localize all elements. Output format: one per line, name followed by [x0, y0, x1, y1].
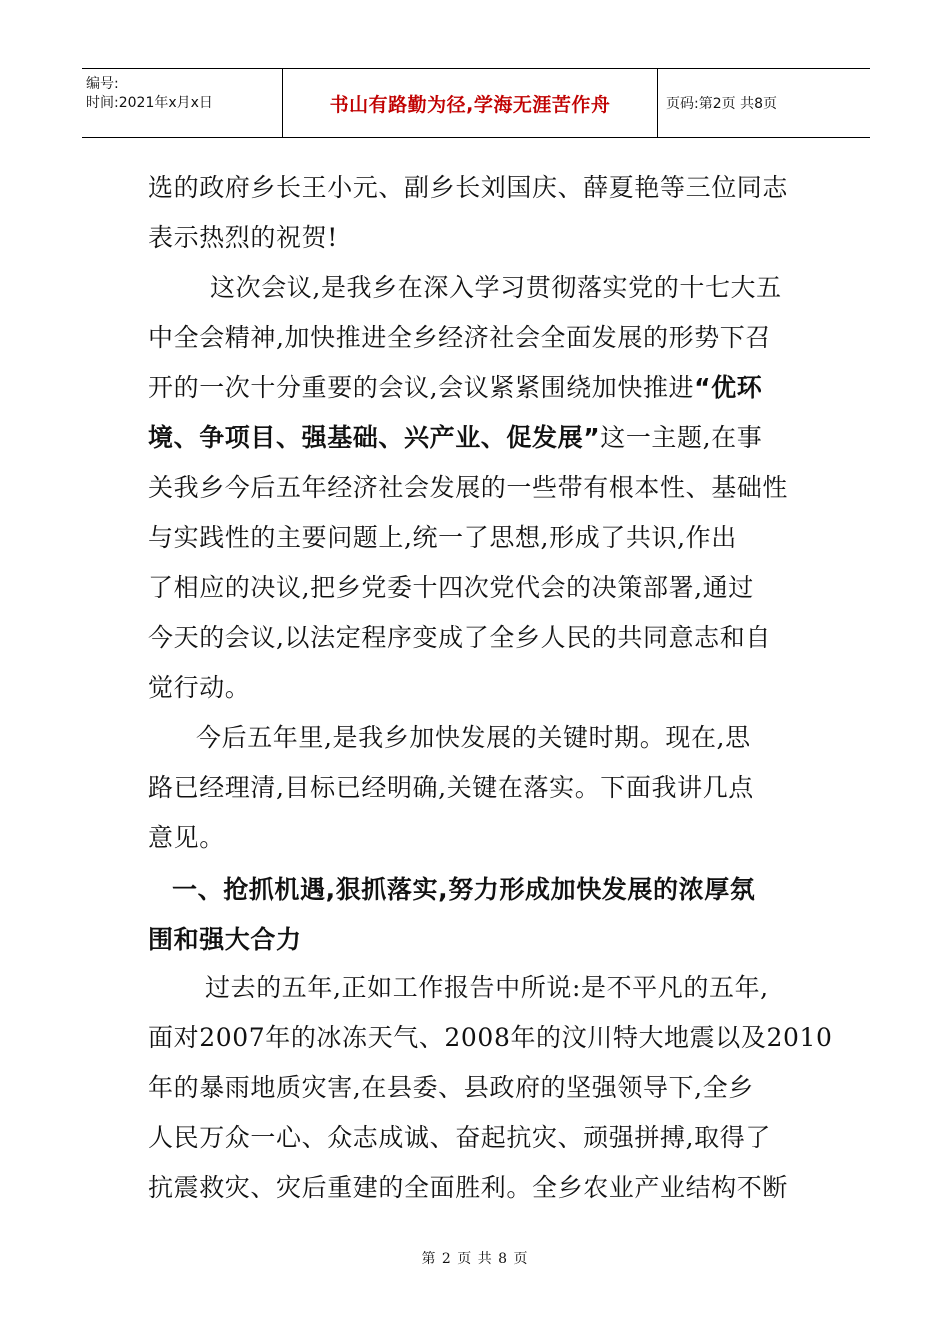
text-line	[148, 423, 762, 453]
text-line: 今后五年里,是我乡加快发展的关键时期。现在,思	[196, 723, 751, 752]
text-line: 年的暴雨地质灾害,在县委、县政府的坚强领导下,全乡	[148, 1073, 754, 1102]
page-header	[82, 68, 870, 138]
section-heading: 围和强大合力	[148, 925, 302, 954]
text-line: 与实践性的主要问题上,统一了思想,形成了共识,作出	[148, 523, 737, 552]
text-line: 选的政府乡长王小元、副乡长刘国庆、薛夏艳等三位同志	[148, 173, 789, 202]
document-number-label: 编号:	[86, 76, 119, 92]
page-footer: 第 2 页 共 8 页	[421, 1251, 529, 1267]
section-heading: 一、抢抓机遇,狠抓落实,努力形成加快发展的浓厚氛	[172, 875, 756, 904]
text-span: 开的一次十分重要的会议,会议紧紧围绕加快推进	[148, 373, 695, 402]
text-line: 过去的五年,正如工作报告中所说:是不平凡的五年,	[205, 973, 769, 1002]
text-line: 中全会精神,加快推进全乡经济社会全面发展的形势下召	[148, 323, 771, 352]
text-line: 今天的会议,以法定程序变成了全乡人民的共同意志和自	[148, 623, 771, 652]
document-time-label: 时间:2021年x月x日	[86, 95, 213, 111]
text-line	[148, 373, 762, 403]
text-line: 抗震救灾、灾后重建的全面胜利。全乡农业产业结构不断	[148, 1173, 789, 1202]
text-line: 人民万众一心、众志成诚、奋起抗灾、顽强拼搏,取得了	[148, 1123, 771, 1152]
text-line: 这次会议,是我乡在深入学习贯彻落实党的十七大五	[210, 273, 782, 302]
text-span: 这一主题,在事	[600, 423, 763, 452]
emphasis-span: 境、争项目、强基础、兴产业、促发展”	[148, 423, 601, 452]
text-line: 意见。	[148, 823, 225, 852]
header-page-info: 页码:第2页 共8页	[666, 96, 777, 112]
text-line: 面对2007年的冰冻天气、2008年的汶川特大地震以及2010	[148, 1023, 833, 1052]
text-line: 关我乡今后五年经济社会发展的一些带有根本性、基础性	[148, 473, 789, 502]
emphasis-span: “优环	[694, 373, 763, 402]
text-line: 路已经理清,目标已经明确,关键在落实。下面我讲几点	[148, 773, 754, 802]
header-motto: 书山有路勤为径,学海无涯苦作舟	[282, 69, 658, 137]
text-line: 了相应的决议,把乡党委十四次党代会的决策部署,通过	[148, 573, 754, 602]
text-line: 表示热烈的祝贺!	[148, 223, 338, 252]
header-meta	[82, 69, 282, 137]
text-line: 觉行动。	[148, 673, 251, 702]
